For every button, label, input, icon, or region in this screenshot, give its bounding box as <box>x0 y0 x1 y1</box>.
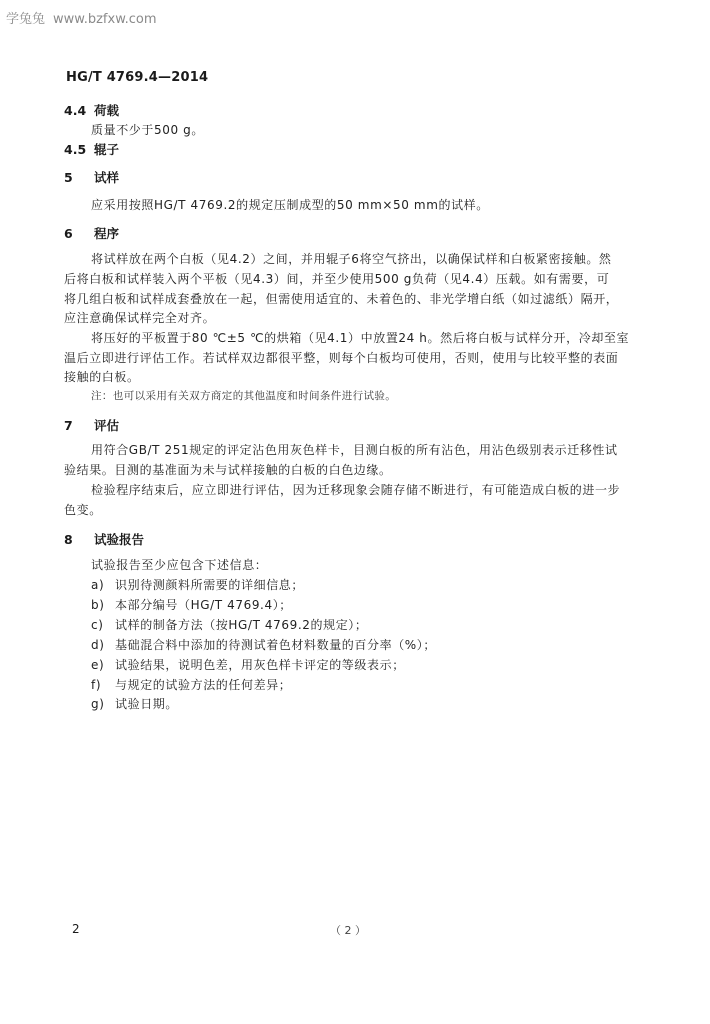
section-7-p2-line: 色变。 <box>64 503 102 517</box>
section-7-p1-line: 验结果。目测的基准面为未与试样接触的白板的白色边缘。 <box>64 463 392 477</box>
section-6-p1-line: 应注意确保试样完全对齐。 <box>64 311 216 325</box>
list-text: 试验结果，说明色差，用灰色样卡评定的等级表示； <box>115 658 405 672</box>
section-heading-5 <box>64 168 119 186</box>
section-5-body: 应采用按照HG/T 4769.2的规定压制成型的50 mm×50 mm的试样。 <box>91 198 489 212</box>
section-8-intro: 试验报告至少应包含下述信息： <box>91 558 268 572</box>
section-title: 程序 <box>94 226 120 241</box>
section-number: 4.4 <box>64 103 87 118</box>
section-heading-4-5 <box>64 140 119 158</box>
watermark-url: www.bzfxw.com <box>53 12 157 27</box>
list-label: g) <box>91 697 105 711</box>
section-title: 试验报告 <box>94 532 145 547</box>
section-7-p1-line: 用符合GB/T 251规定的评定沾色用灰色样卡，目测白板的所有沾色，用沾色级别表示迁移性试 <box>91 443 618 457</box>
list-item <box>91 695 178 712</box>
list-label: f) <box>91 678 102 692</box>
section-6-p2-line: 温后立即进行评估工作。若试样双边都很平整，则每个白板均可使用，否则，使用与比较平整的表面 <box>64 351 619 365</box>
page-number: 2 <box>72 922 80 936</box>
list-item <box>91 596 292 613</box>
list-label: d) <box>91 638 105 652</box>
list-text: 与规定的试验方法的任何差异； <box>115 678 292 692</box>
list-item <box>91 656 405 673</box>
list-item <box>91 616 368 633</box>
section-title: 辊子 <box>94 142 120 157</box>
list-label: e) <box>91 658 105 672</box>
list-label: c) <box>91 618 104 632</box>
section-number: 7 <box>64 418 73 433</box>
section-number: 6 <box>64 226 73 241</box>
section-6-p1-line: 将几组白板和试样成套叠放在一起，但需使用适宜的、未着色的、非光学增白纸（如过滤纸）隔开， <box>64 292 619 306</box>
section-heading-8 <box>64 530 144 548</box>
watermark <box>6 8 165 27</box>
section-heading-6 <box>64 224 119 242</box>
section-number: 5 <box>64 170 73 185</box>
section-title: 评估 <box>94 418 120 433</box>
list-item <box>91 676 291 693</box>
section-7-p2-line: 检验程序结束后，应立即进行评估，因为迁移现象会随存储不断进行，有可能造成白板的进一步 <box>91 483 621 497</box>
watermark-site-name: 学兔兔 <box>6 12 46 27</box>
list-text: 基础混合料中添加的待测试着色材料数量的百分率（%）； <box>115 638 437 652</box>
list-text: 试样的制备方法（按HG/T 4769.2的规定）； <box>115 618 368 632</box>
standard-code: HG/T 4769.4—2014 <box>66 70 209 85</box>
section-6-p2-line: 将压好的平板置于80 ℃±5 ℃的烘箱（见4.1）中放置24 h。然后将白板与试样分开，冷却至室 <box>91 331 630 345</box>
section-title: 试样 <box>94 170 120 185</box>
section-6-p2-line: 接触的白板。 <box>64 370 140 384</box>
section-heading-7 <box>64 416 119 434</box>
list-label: a) <box>91 578 105 592</box>
section-4-4-body: 质量不少于500 g。 <box>91 123 204 137</box>
section-title: 荷载 <box>94 103 120 118</box>
section-number: 8 <box>64 532 73 547</box>
section-number: 4.5 <box>64 142 87 157</box>
section-heading-4-4 <box>64 101 119 119</box>
list-text: 本部分编号（HG/T 4769.4）； <box>115 598 292 612</box>
section-6-note: 注：也可以采用有关双方商定的其他温度和时间条件进行试验。 <box>91 390 397 402</box>
page-center-mark: （ 2 ） <box>330 924 366 937</box>
list-item <box>91 636 436 653</box>
section-6-p1-line: 将试样放在两个白板（见4.2）之间，并用辊子6将空气挤出，以确保试样和白板紧密接触。然 <box>91 252 612 266</box>
list-label: b) <box>91 598 105 612</box>
list-text: 识别待测颜料所需要的详细信息； <box>115 578 305 592</box>
list-item <box>91 576 304 593</box>
section-6-p1-line: 后将白板和试样装入两个平板（见4.3）间，并至少使用500 g负荷（见4.4）压载。如有需要，可 <box>64 272 610 286</box>
list-text: 试验日期。 <box>115 697 179 711</box>
